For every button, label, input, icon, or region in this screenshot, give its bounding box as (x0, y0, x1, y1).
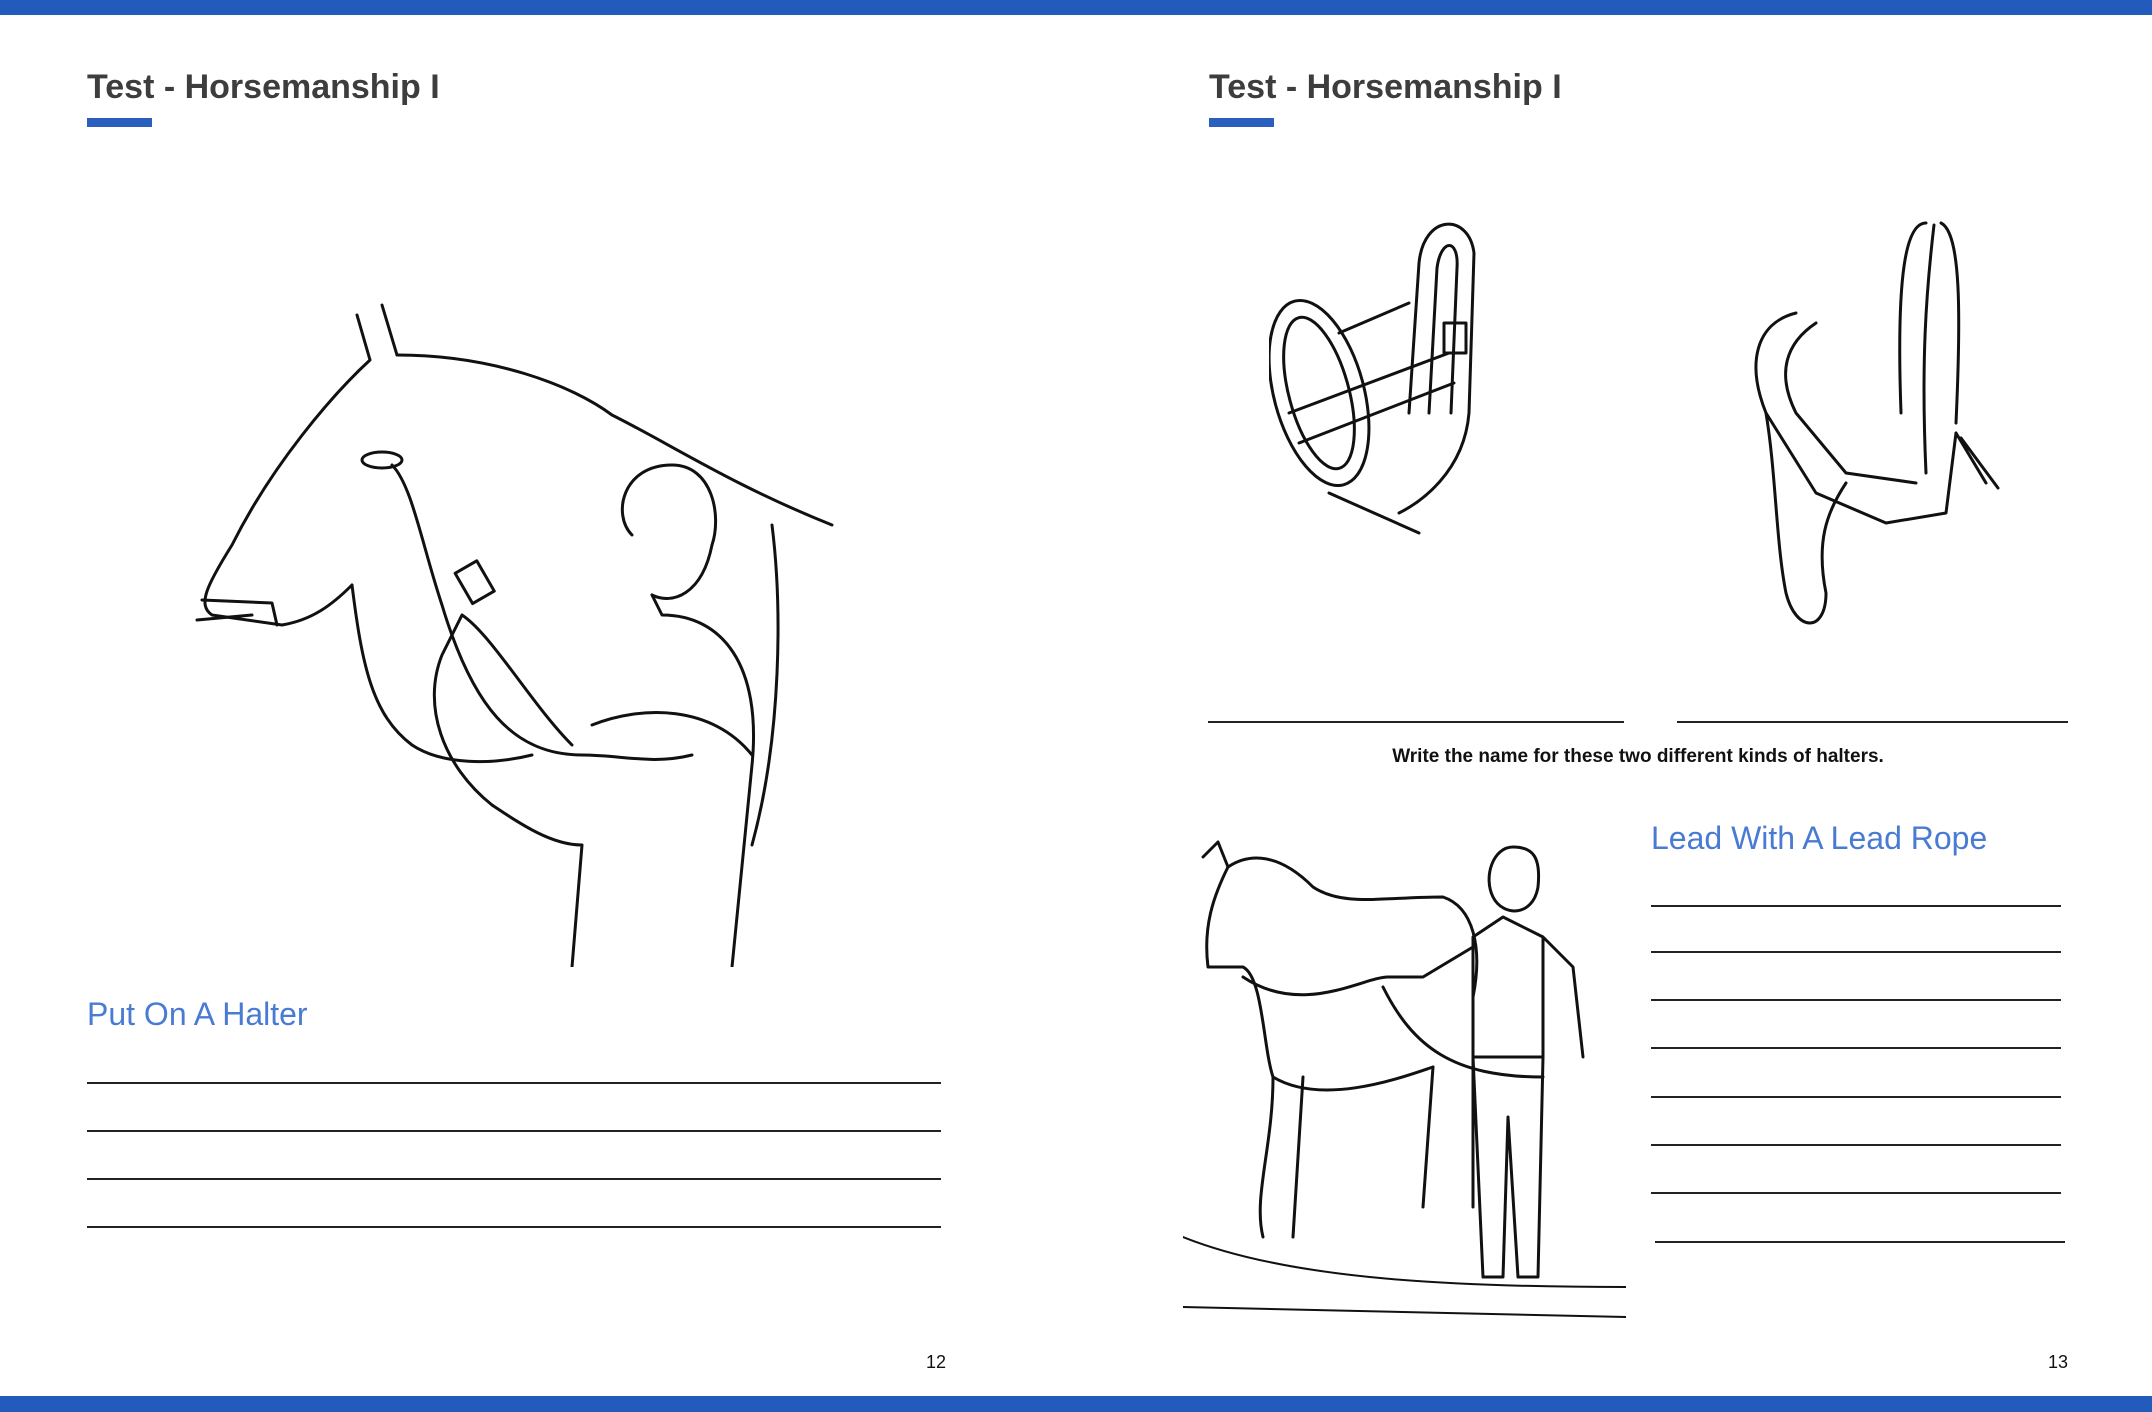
person-leading-horse-illustration (1183, 817, 1626, 1324)
answer-line[interactable] (1655, 1241, 2065, 1243)
answer-line[interactable] (1651, 1096, 2061, 1098)
rope-halter-illustration (1736, 213, 2011, 638)
bottom-accent-bar (0, 1396, 2152, 1412)
title-underline (87, 118, 152, 127)
lead-rope-heading: Lead With A Lead Rope (1651, 820, 1988, 856)
left-page-title: Test - Horsemanship I (87, 68, 440, 106)
right-page-title: Test - Horsemanship I (1209, 68, 1562, 106)
halter-name-line-2[interactable] (1677, 721, 2068, 723)
flat-halter-illustration (1269, 213, 1571, 638)
page-number: 13 (2048, 1352, 2069, 1372)
halter-instruction: Write the name for these two different kinds of halters. (1392, 746, 1884, 767)
answer-line[interactable] (87, 1082, 941, 1084)
answer-line[interactable] (87, 1226, 941, 1228)
answer-line[interactable] (87, 1178, 941, 1180)
answer-line[interactable] (1651, 1144, 2061, 1146)
answer-line[interactable] (1651, 999, 2061, 1001)
top-accent-bar (0, 0, 2152, 15)
person-haltering-horse-illustration (192, 285, 844, 967)
put-on-halter-heading: Put On A Halter (87, 996, 308, 1032)
answer-line[interactable] (87, 1130, 941, 1132)
answer-line[interactable] (1651, 905, 2061, 907)
answer-line[interactable] (1651, 1047, 2061, 1049)
answer-line[interactable] (1651, 951, 2061, 953)
answer-line[interactable] (1651, 1192, 2061, 1194)
halter-name-line-1[interactable] (1208, 721, 1624, 723)
title-underline (1209, 118, 1274, 127)
page-number: 12 (926, 1352, 947, 1372)
